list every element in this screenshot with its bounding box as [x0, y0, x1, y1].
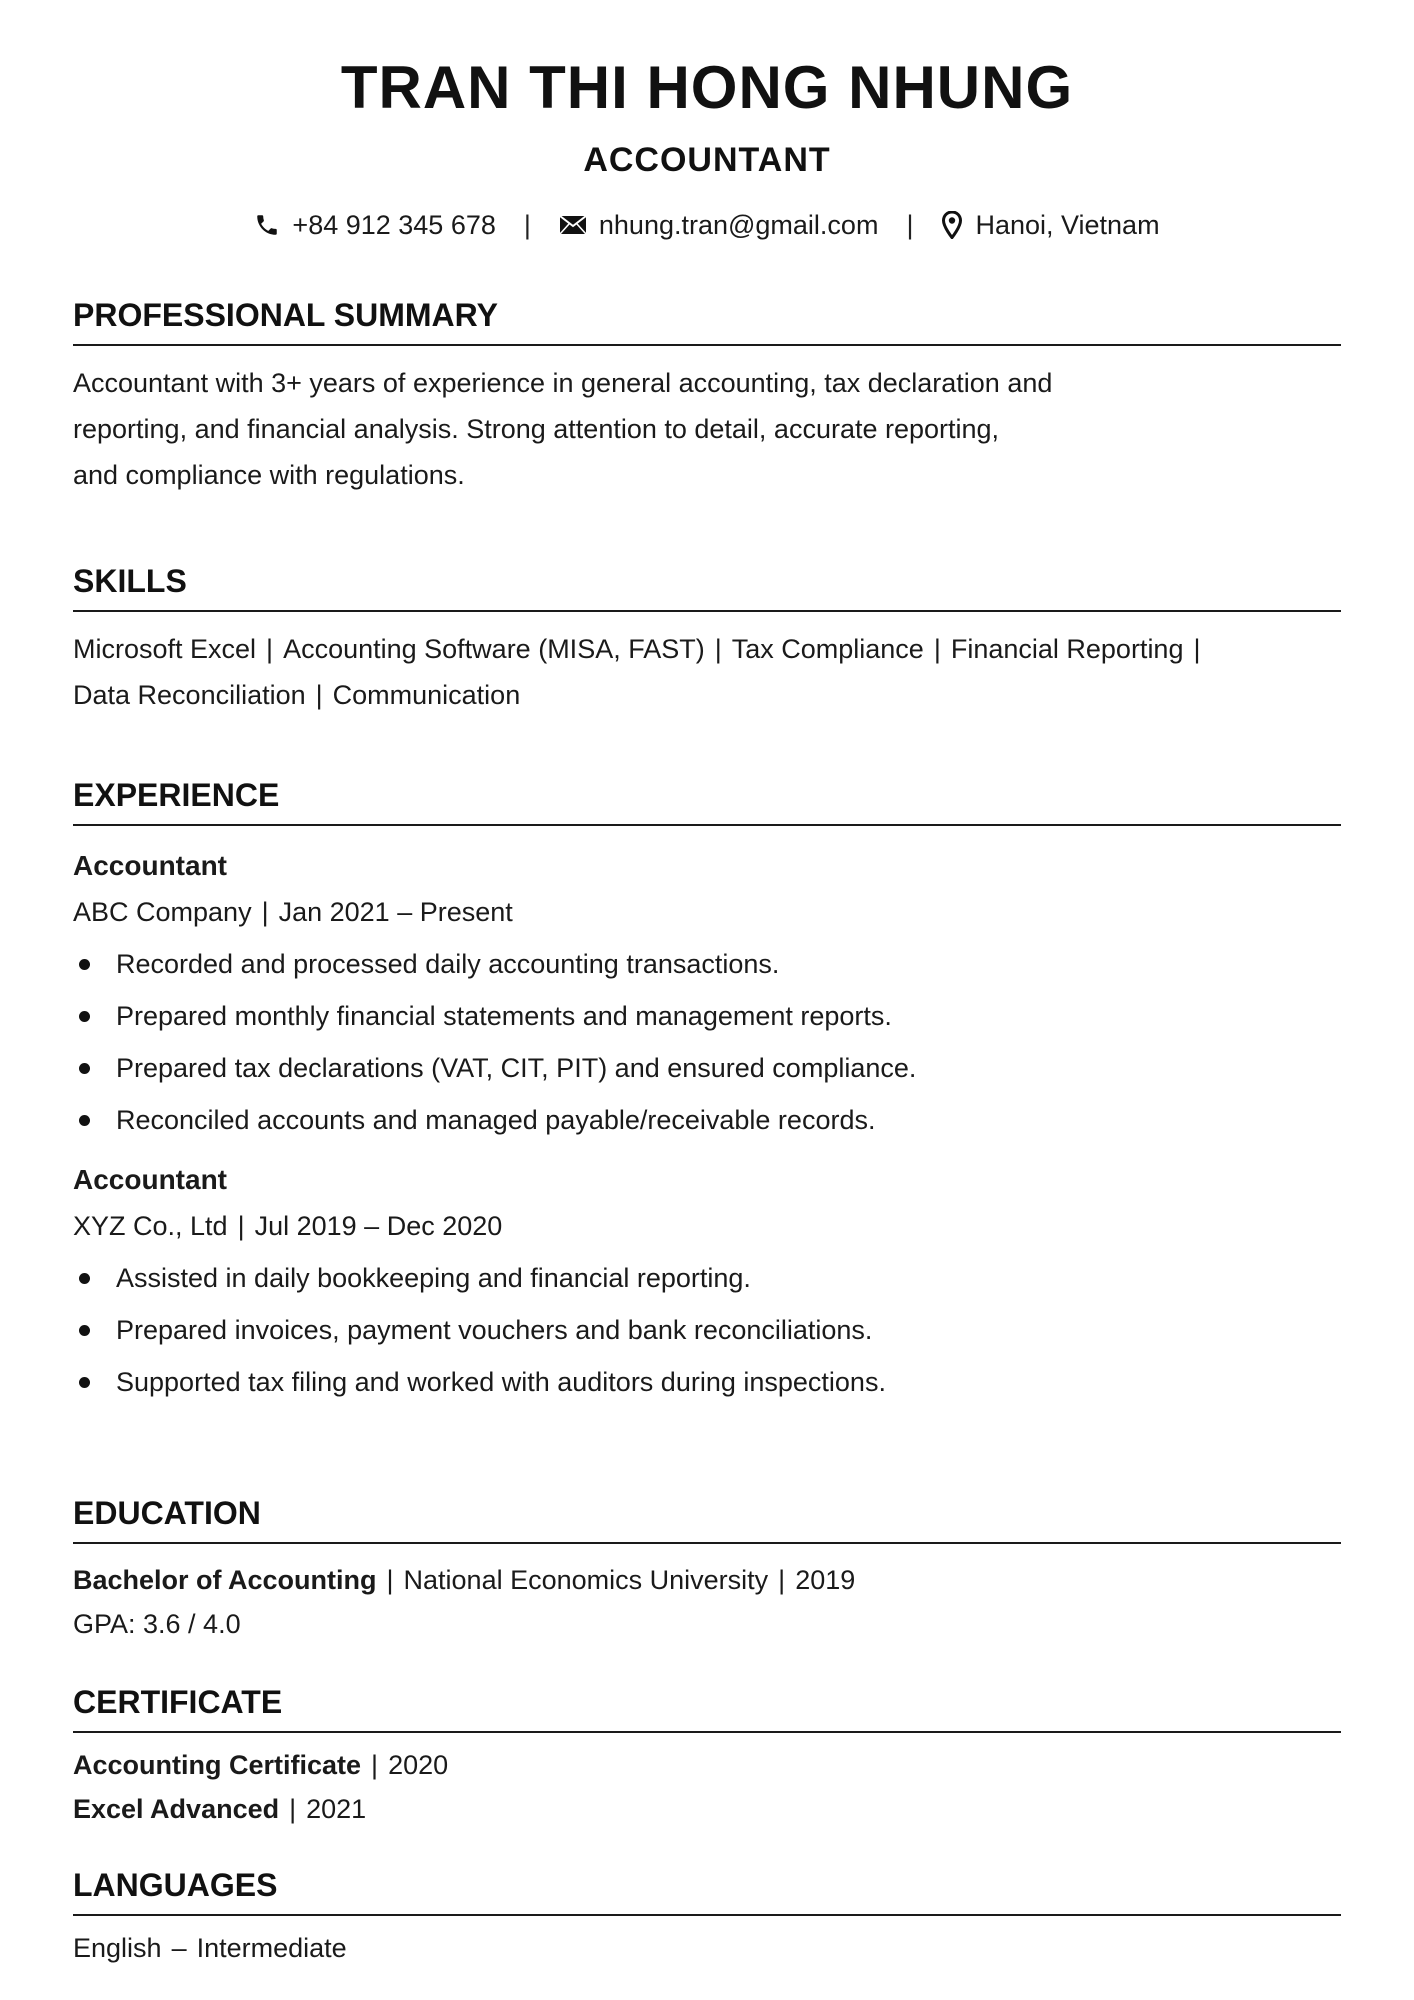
language-list	[73, 1926, 1341, 1970]
skills-line	[73, 672, 1341, 718]
bullet-text: Reconciled accounts and managed payable/receivable records.	[116, 1105, 876, 1135]
bullet-dot	[79, 1273, 90, 1284]
education-section	[73, 1494, 1341, 1646]
company-name: XYZ Co., Ltd	[73, 1211, 228, 1241]
skill-item: Data Reconciliation	[73, 680, 306, 710]
language-dash: –	[171, 1933, 187, 1963]
meta-separator: |	[386, 1565, 394, 1595]
skills-section	[73, 562, 1341, 718]
education-entry	[73, 1558, 1341, 1646]
summary-line: reporting, and financial analysis. Strong attention to detail, accurate reporting,	[73, 414, 1000, 444]
location-text: Hanoi, Vietnam	[975, 210, 1160, 240]
bullet-dot	[79, 1115, 90, 1126]
section-heading: EDUCATION	[73, 1494, 1341, 1544]
certificate-list	[73, 1743, 1341, 1831]
job-bullets	[73, 1258, 1341, 1402]
meta-separator: |	[261, 897, 269, 927]
section-heading: EXPERIENCE	[73, 776, 1341, 826]
section-heading: LANGUAGES	[73, 1866, 1341, 1916]
bullet-text: Recorded and processed daily accounting transactions.	[116, 949, 780, 979]
bullet-item	[73, 1362, 1341, 1402]
contact-email	[559, 208, 879, 242]
job-entry	[73, 1160, 1341, 1402]
education-line	[73, 1558, 1341, 1602]
section-heading: CERTIFICATE	[73, 1683, 1341, 1733]
envelope-icon	[559, 214, 587, 236]
phone-icon	[254, 212, 280, 238]
bullet-dot	[79, 959, 90, 970]
job-meta	[73, 892, 1341, 932]
contact-separator: |	[523, 210, 531, 240]
language-item	[73, 1926, 1341, 1970]
skills-list	[73, 626, 1341, 718]
bullet-dot	[79, 1063, 90, 1074]
summary-line: and compliance with regulations.	[73, 460, 465, 490]
school-name: National Economics University	[403, 1565, 769, 1595]
summary-section	[73, 296, 1341, 498]
bullet-item	[73, 944, 1341, 984]
contact-phone	[254, 208, 495, 242]
map-pin-icon	[941, 211, 963, 239]
language-level: Intermediate	[196, 1933, 347, 1963]
bullet-dot	[79, 1011, 90, 1022]
resume-header	[0, 0, 1414, 242]
certificate-name: Excel Advanced	[73, 1794, 280, 1824]
candidate-name: TRAN THI HONG NHUNG	[340, 54, 1074, 121]
skill-item: Communication	[332, 680, 521, 710]
bullet-text: Prepared monthly financial statements and management reports.	[116, 1001, 892, 1031]
bullet-item	[73, 1100, 1341, 1140]
summary-line: Accountant with 3+ years of experience in general accounting, tax declaration and	[73, 368, 1053, 398]
bullet-text: Prepared invoices, payment vouchers and bank reconciliations.	[116, 1315, 873, 1345]
bullet-text: Supported tax filing and worked with auditors during inspections.	[116, 1367, 886, 1397]
bullet-text: Prepared tax declarations (VAT, CIT, PIT) and ensured compliance.	[116, 1053, 917, 1083]
bullet-item	[73, 1310, 1341, 1350]
email-address: nhung.tran@gmail.com	[598, 210, 879, 240]
skill-item: Accounting Software (MISA, FAST)	[283, 634, 705, 664]
job-title: Accountant	[73, 1164, 227, 1195]
certificate-item	[73, 1743, 1341, 1787]
section-heading: SKILLS	[73, 562, 1341, 612]
skill-separator: |	[933, 634, 941, 664]
skill-item: Tax Compliance	[731, 634, 924, 664]
language-name: English	[73, 1933, 162, 1963]
section-heading: PROFESSIONAL SUMMARY	[73, 296, 1341, 346]
skill-separator: |	[714, 634, 722, 664]
certificate-year: 2021	[306, 1794, 367, 1824]
job-meta	[73, 1206, 1341, 1246]
gpa: GPA: 3.6 / 4.0	[73, 1609, 241, 1639]
job-title: Accountant	[73, 850, 227, 881]
meta-separator: |	[778, 1565, 786, 1595]
meta-separator: |	[289, 1794, 297, 1824]
job-title-heading: ACCOUNTANT	[583, 141, 831, 179]
skill-separator: |	[1193, 634, 1201, 664]
certificate-section	[73, 1683, 1341, 1831]
bullet-item	[73, 1048, 1341, 1088]
meta-separator: |	[237, 1211, 245, 1241]
contact-separator: |	[906, 210, 914, 240]
certificate-item	[73, 1787, 1341, 1831]
certificate-name: Accounting Certificate	[73, 1750, 362, 1780]
job-entry	[73, 846, 1341, 1140]
certificate-year: 2020	[388, 1750, 449, 1780]
job-bullets	[73, 944, 1341, 1140]
bullet-dot	[79, 1325, 90, 1336]
experience-section	[73, 776, 1341, 1414]
contact-location	[941, 208, 1159, 242]
bullet-item	[73, 996, 1341, 1036]
bullet-dot	[79, 1377, 90, 1388]
bullet-text: Assisted in daily bookkeeping and financial reporting.	[116, 1263, 751, 1293]
graduation-year: 2019	[795, 1565, 856, 1595]
degree-name: Bachelor of Accounting	[73, 1565, 377, 1595]
bullet-item	[73, 1258, 1341, 1298]
skill-separator: |	[315, 680, 323, 710]
job-dates: Jul 2019 – Dec 2020	[254, 1211, 503, 1241]
skill-item: Microsoft Excel	[73, 634, 257, 664]
skill-item: Financial Reporting	[950, 634, 1184, 664]
skills-line	[73, 626, 1341, 672]
contact-row	[0, 208, 1414, 242]
company-name: ABC Company	[73, 897, 252, 927]
job-dates: Jan 2021 – Present	[278, 897, 513, 927]
meta-separator: |	[371, 1750, 379, 1780]
languages-section	[73, 1866, 1341, 1970]
phone-number: +84 912 345 678	[292, 210, 496, 240]
skill-separator: |	[266, 634, 274, 664]
summary-text	[73, 360, 1341, 498]
